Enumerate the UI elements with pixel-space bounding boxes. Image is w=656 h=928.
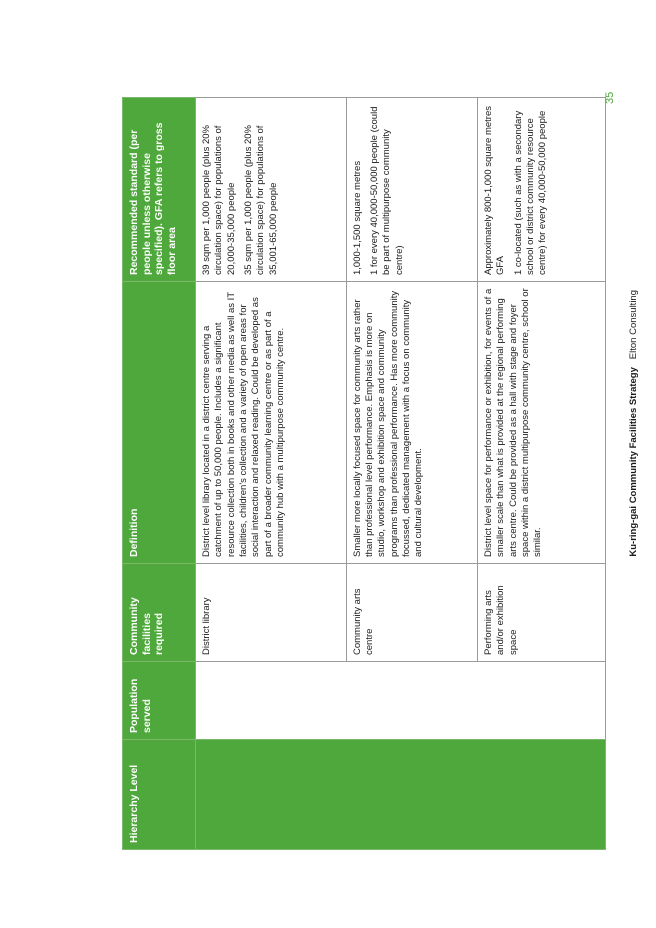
page-footer <box>628 290 639 850</box>
rotated-table-container <box>122 98 606 850</box>
facilities-table <box>122 97 606 850</box>
facility-cell: Performing arts and/or exhibition space <box>478 564 606 662</box>
facility-cell: Community arts centre <box>346 564 478 662</box>
standard-text: 1 for every 40,000-50,000 people (could be part of multipurpose community centre) <box>368 106 405 275</box>
standard-text: Approximately 800-1,000 square metres GFA <box>483 106 507 275</box>
standard-cell <box>478 98 606 282</box>
hierarchy-level-cell <box>196 740 606 850</box>
header-recommended-standard: Recommended standard (per people unless otherwise specified). GFA refers to gross floor area <box>123 98 196 282</box>
standard-text: 1 co-located (such as with a secondary school or district community resource centre) for every 40,000-50,000 people <box>512 110 549 275</box>
definition-cell: District level space for performance or exhibition, for events of a smaller scale than what is provided at the regional performing arts centre. Could be provided as a hall with stage and foyer space within a district multipurpose community centre, school or similar. <box>478 282 606 564</box>
header-facilities-required: Community facilities required <box>123 564 196 662</box>
header-population-served: Population served <box>123 662 196 740</box>
footer-title: Ku-ring-gai Community Facilities Strategy <box>628 367 639 557</box>
footer-author: Elton Consulting <box>628 290 639 360</box>
standard-text: 39 sqm per 1,000 people (plus 20% circulation space) for populations of 20,000-35,000 people <box>201 125 237 275</box>
standard-cell <box>196 98 347 282</box>
standard-text: 35 sqm per 1,000 people (plus 20% circulation space) for populations of 35,001-65,000 people <box>243 125 279 275</box>
definition-cell: Smaller more locally focused space for community arts rather than professional level performance. Emphasis is more on studio, workshop and exhibition space and community programs than professional performance. Has more community focussed, dedicated management with a focus on community and cultural development. <box>346 282 478 564</box>
standard-cell <box>346 98 478 282</box>
population-served-cell <box>196 662 606 740</box>
table-row <box>196 98 347 850</box>
facility-cell: District library <box>196 564 347 662</box>
page-number: 35 <box>604 91 616 104</box>
table-header-row <box>123 98 196 850</box>
header-hierarchy-level: Hierarchy Level <box>123 740 196 850</box>
standard-text: 1,000-1,500 square metres <box>351 160 363 275</box>
definition-cell: District level library located in a district centre serving a catchment of up to 50,000 people. Includes a significant resource collection both in books and other media as well as IT facilities, children's collection and a variety of open areas for social interaction and relaxed reading. Could be developed as part of a broader community learning centre or as part of a community hub with a multipurpose community centre. <box>196 282 347 564</box>
header-definition: Definition <box>123 282 196 564</box>
